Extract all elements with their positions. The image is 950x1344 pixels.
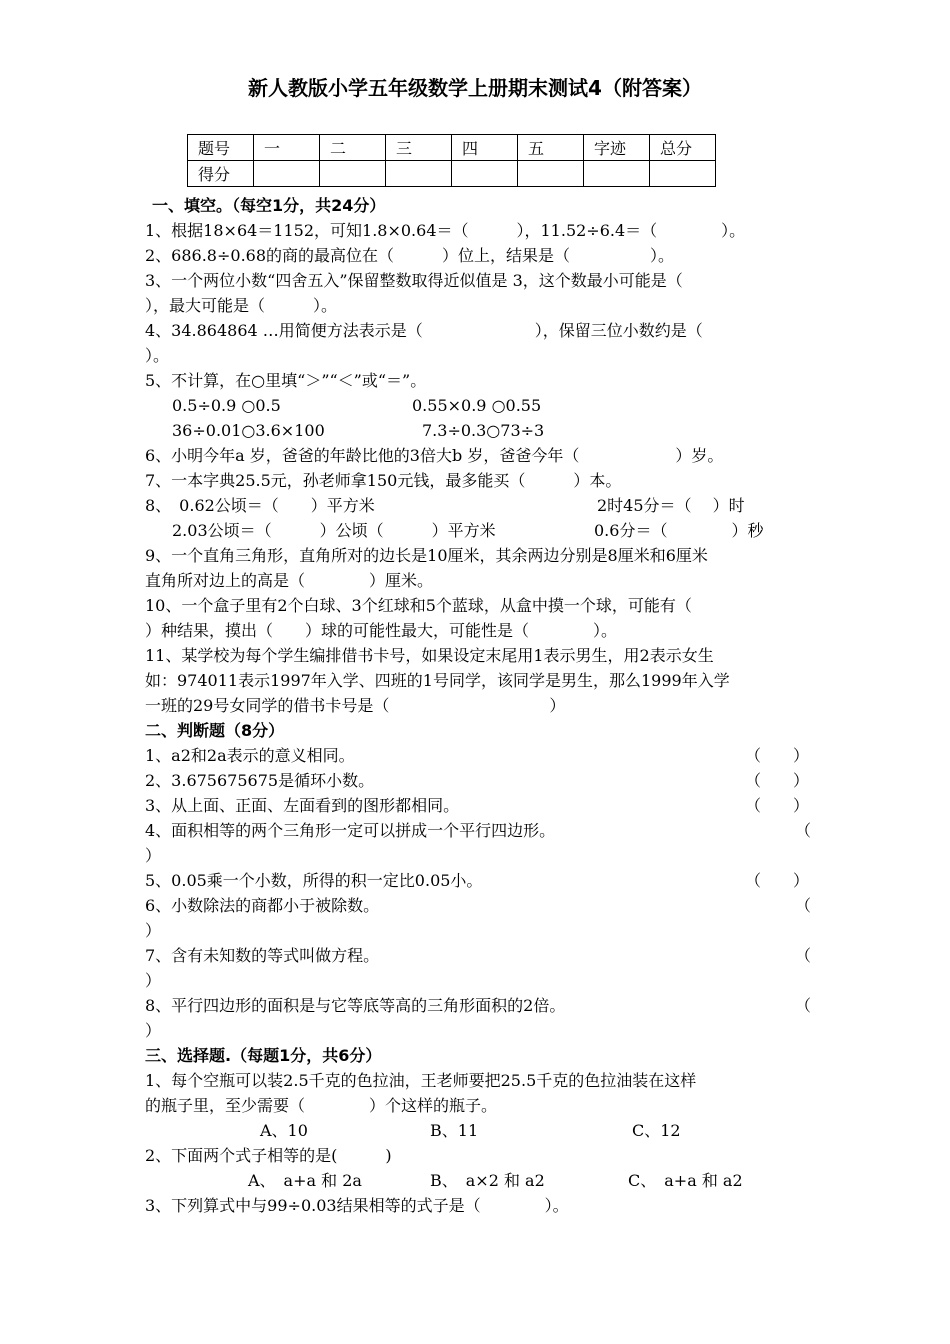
score-cell[interactable] xyxy=(452,161,518,187)
compare-item: 0.55×0.9 ○0.55 xyxy=(412,396,542,415)
section-heading: 三、选择题.（每题1分，共6分） xyxy=(145,1046,382,1065)
judge-item: 2、3.675675675是循环小数。 xyxy=(145,771,375,790)
question-line: 4、34.864864 …用简便方法表示是（ ），保留三位小数约是（ xyxy=(145,321,703,340)
score-header-cell: 五 xyxy=(518,135,584,161)
question-line: ）种结果，摸出（ ）球的可能性最大，可能性是（ ）。 xyxy=(145,621,618,640)
question-line: ），最大可能是（ ）。 xyxy=(145,296,338,315)
question-line: 3、一个两位小数“四舍五入”保留整数取得近似值是 3，这个数最小可能是（ xyxy=(145,271,683,290)
score-cell[interactable] xyxy=(584,161,650,187)
judge-item: 6、小数除法的商都小于被除数。 xyxy=(145,896,380,915)
compare-item: 7.3÷0.3○73÷3 xyxy=(422,421,545,440)
judge-mark[interactable]: （ xyxy=(795,946,812,965)
judge-item: 7、含有未知数的等式叫做方程。 xyxy=(145,946,380,965)
judge-item: 4、面积相等的两个三角形一定可以拼成一个平行四边形。 xyxy=(145,821,556,840)
choice-option[interactable]: A、10 xyxy=(260,1121,308,1140)
judge-mark[interactable]: （ ） xyxy=(745,871,810,890)
score-cell[interactable] xyxy=(650,161,716,187)
question-line: 10、一个盒子里有2个白球、3个红球和5个蓝球，从盒中摸一个球，可能有（ xyxy=(145,596,692,615)
score-header-cell: 一 xyxy=(254,135,320,161)
compare-item: 0.5÷0.9 ○0.5 xyxy=(172,396,281,415)
judge-mark[interactable]: （ xyxy=(795,821,812,840)
score-table-header-row xyxy=(188,135,716,161)
judge-mark[interactable]: （ xyxy=(795,896,812,915)
score-header-cell: 四 xyxy=(452,135,518,161)
judge-mark[interactable]: （ ） xyxy=(745,746,810,765)
compare-item: 36÷0.01○3.6×100 xyxy=(172,421,325,440)
choice-option[interactable]: A、 a+a 和 2a xyxy=(248,1171,362,1190)
score-header-cell: 总分 xyxy=(650,135,716,161)
judge-mark[interactable]: （ ） xyxy=(745,796,810,815)
question-line: 11、某学校为每个学生编排借书卡号，如果设定末尾用1表示男生，用2表示女生 xyxy=(145,646,714,665)
score-cell[interactable] xyxy=(320,161,386,187)
question-line: 直角所对边上的高是（ ）厘米。 xyxy=(145,571,434,590)
question-line: 8、 0.62公顷＝（ ）平方米 xyxy=(145,496,375,515)
question-line: 3、下列算式中与99÷0.03结果相等的式子是（ ）。 xyxy=(145,1196,569,1215)
judge-mark-tail: ） xyxy=(145,971,162,990)
section-heading: 二、判断题（8分） xyxy=(145,721,285,740)
question-line: 2.03公顷＝（ ）公顷（ ）平方米 xyxy=(172,521,496,540)
question-line: 2、下面两个式子相等的是( ) xyxy=(145,1146,392,1165)
question-line: 1、每个空瓶可以装2.5千克的色拉油，王老师要把25.5千克的色拉油装在这样 xyxy=(145,1071,697,1090)
choice-option[interactable]: C、 a+a 和 a2 xyxy=(628,1171,743,1190)
score-cell[interactable] xyxy=(518,161,584,187)
judge-mark[interactable]: （ xyxy=(795,996,812,1015)
score-table-score-row xyxy=(188,161,716,187)
choice-option[interactable]: B、 a×2 和 a2 xyxy=(430,1171,545,1190)
choice-option[interactable]: C、12 xyxy=(632,1121,681,1140)
judge-mark-tail: ） xyxy=(145,846,162,865)
judge-mark-tail: ） xyxy=(145,921,162,940)
score-header-cell: 三 xyxy=(386,135,452,161)
question-line: 1、根据18×64＝1152，可知1.8×0.64＝（ ），11.52÷6.4＝（ ）。 xyxy=(145,221,746,240)
choice-option[interactable]: B、11 xyxy=(430,1121,479,1140)
question-line: 6、小明今年a 岁，爸爸的年龄比他的3倍大b 岁，爸爸今年（ ）岁。 xyxy=(145,446,724,465)
judge-mark[interactable]: （ ） xyxy=(745,771,810,790)
score-header-cell: 题号 xyxy=(188,135,254,161)
score-row-label: 得分 xyxy=(188,161,254,187)
question-line: 的瓶子里，至少需要（ ）个这样的瓶子。 xyxy=(145,1096,498,1115)
question-line: 如：974011表示1997年入学、四班的1号同学，该同学是男生，那么1999年入学 xyxy=(145,671,730,690)
judge-mark-tail: ） xyxy=(145,1021,162,1040)
question-line: 2、686.8÷0.68的商的最高位在（ ）位上，结果是（ ）。 xyxy=(145,246,675,265)
question-line: 7、一本字典25.5元，孙老师拿150元钱，最多能买（ ）本。 xyxy=(145,471,622,490)
question-line: 9、一个直角三角形，直角所对的边长是10厘米，其余两边分别是8厘米和6厘米 xyxy=(145,546,708,565)
judge-item: 8、平行四边形的面积是与它等底等高的三角形面积的2倍。 xyxy=(145,996,566,1015)
judge-item: 1、a2和2a表示的意义相同。 xyxy=(145,746,355,765)
score-table xyxy=(187,134,716,187)
question-line: 0.6分＝（ ）秒 xyxy=(594,521,764,540)
score-header-cell: 字迹 xyxy=(584,135,650,161)
judge-item: 3、从上面、正面、左面看到的图形都相同。 xyxy=(145,796,460,815)
section-heading: 一、填空。（每空1分，共24分） xyxy=(152,196,386,215)
score-cell[interactable] xyxy=(254,161,320,187)
question-line: 一班的29号女同学的借书卡号是（ ） xyxy=(145,696,566,715)
question-line: ）。 xyxy=(145,346,170,365)
score-cell[interactable] xyxy=(386,161,452,187)
question-line: 5、不计算，在○里填“＞”“＜”或“＝”。 xyxy=(145,371,427,390)
question-line: 2时45分＝（ ）时 xyxy=(597,496,745,515)
judge-item: 5、0.05乘一个小数，所得的积一定比0.05小。 xyxy=(145,871,483,890)
page-title: 新人教版小学五年级数学上册期末测试4（附答案） xyxy=(248,76,702,100)
score-header-cell: 二 xyxy=(320,135,386,161)
